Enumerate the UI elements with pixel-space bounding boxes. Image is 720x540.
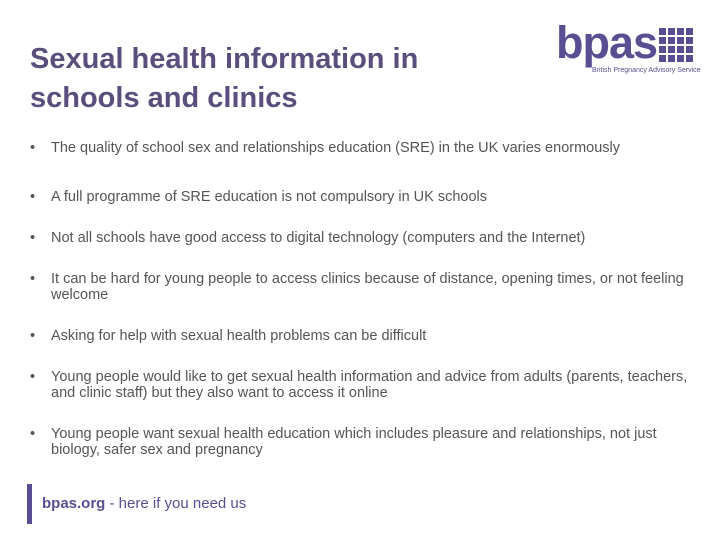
bullet-text: The quality of school sex and relationships education (SRE) in the UK varies enormously xyxy=(51,140,621,156)
bullet-marker: • xyxy=(30,230,36,246)
bullet-marker: • xyxy=(30,426,36,442)
bullet-item xyxy=(30,140,695,156)
bullet-item xyxy=(30,426,695,458)
footer-tagline xyxy=(42,495,246,512)
bullet-text: Young people would like to get sexual health information and advice from adults (parents, teachers, and clinic staff) but they also want to access it online xyxy=(51,369,688,401)
bullet-item xyxy=(30,369,695,401)
logo-subtitle: British Pregnancy Advisory Service xyxy=(592,67,701,74)
footer-site-link[interactable]: bpas.org xyxy=(42,495,106,512)
bullet-item xyxy=(30,271,695,303)
bullet-marker: • xyxy=(30,369,36,385)
logo-wordmark: bpas xyxy=(556,17,658,68)
bpas-logo xyxy=(556,17,701,76)
bullet-text: Young people want sexual health education which includes pleasure and relationships, not just biology, safer sex and pregnancy xyxy=(51,426,657,458)
bullet-marker: • xyxy=(30,328,36,344)
bullet-marker: • xyxy=(30,271,36,287)
logo-grid-icon xyxy=(659,28,693,62)
footer-accent-bar xyxy=(27,484,32,524)
footer-slogan: - here if you need us xyxy=(105,495,247,512)
bullet-text: It can be hard for young people to access clinics because of distance, opening times, or not feeling welcome xyxy=(51,271,684,303)
bullet-text: Not all schools have good access to digital technology (computers and the Internet) xyxy=(51,230,586,246)
title-line-2: schools and clinics xyxy=(30,82,298,114)
bullet-list xyxy=(30,140,695,458)
bullet-item xyxy=(30,189,695,205)
bullet-item xyxy=(30,230,695,246)
slide-title xyxy=(30,40,510,118)
title-line-1: Sexual health information in xyxy=(30,43,419,75)
bullet-text: Asking for help with sexual health problems can be difficult xyxy=(51,328,427,344)
bullet-text: A full programme of SRE education is not compulsory in UK schools xyxy=(51,189,488,205)
bullet-item xyxy=(30,328,695,344)
bullet-marker: • xyxy=(30,140,36,156)
bullet-marker: • xyxy=(30,189,36,205)
